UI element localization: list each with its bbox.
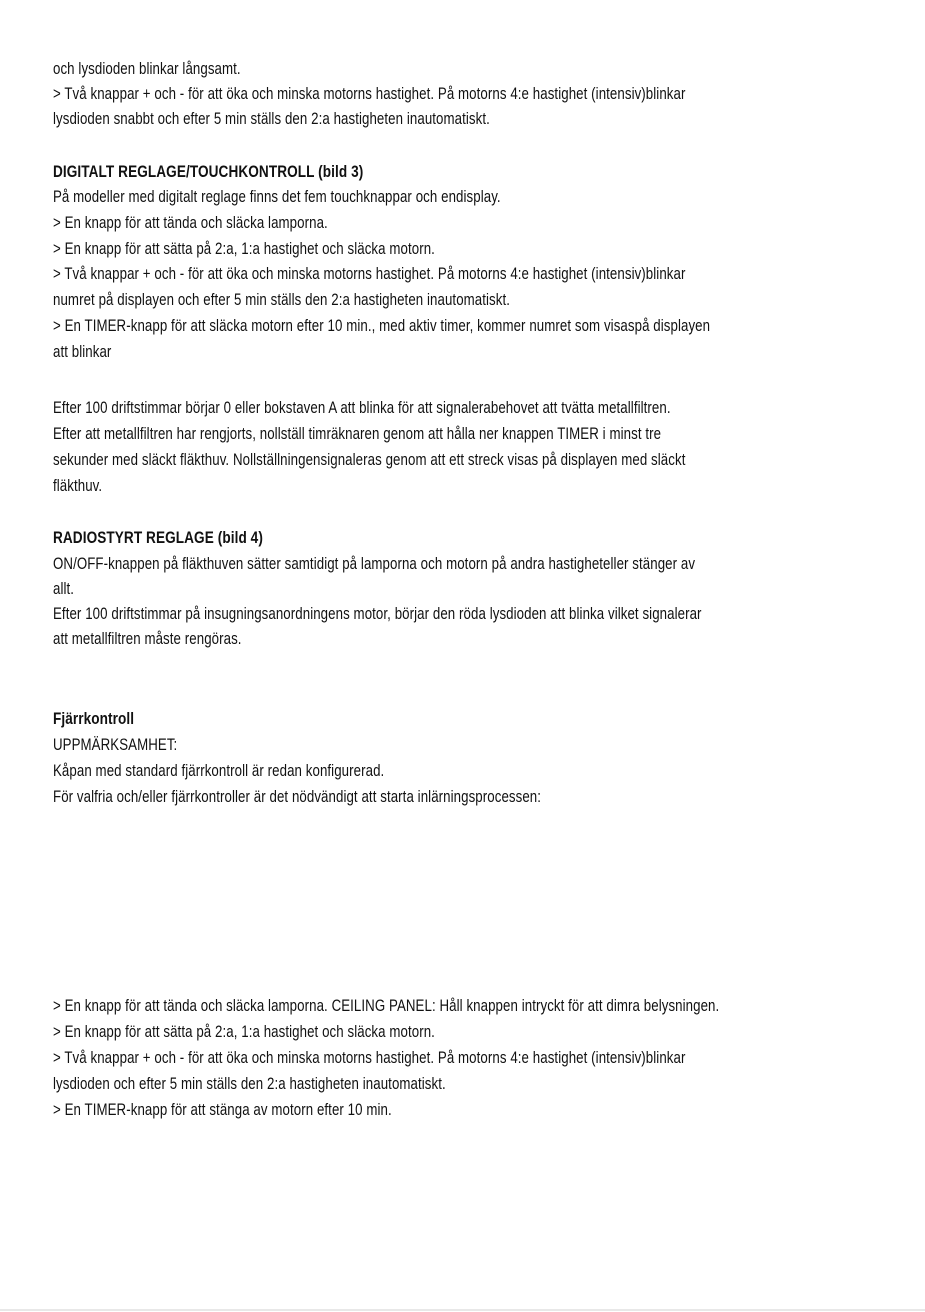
- digital-line-4: > Två knappar + och - för att öka och minska motorns hastighet. På motorns 4:e hastighet (intensiv)blinkar: [53, 264, 686, 283]
- remote-control-heading: Fjärrkontroll: [53, 709, 135, 728]
- radio-line-2: allt.: [53, 579, 75, 598]
- remote-button-line-3: > Två knappar + och - för att öka och minska motorns hastighet. På motorns 4:e hastighet (intensiv)blinkar: [53, 1048, 686, 1067]
- filter-para-line-2: Efter att metallfiltren har rengjorts, nollställ timräknaren genom att hålla ner knappen TIMER i minst tre: [53, 424, 662, 443]
- remote-button-line-4: lysdioden och efter 5 min ställs den 2:a hastigheten inautomatiskt.: [53, 1074, 446, 1093]
- remote-line-3: För valfria och/eller fjärrkontroller är det nödvändigt att starta inlärningsprocessen:: [53, 787, 542, 806]
- digital-line-3: > En knapp för att sätta på 2:a, 1:a hastighet och släcka motorn.: [53, 239, 435, 258]
- remote-button-line-5: > En TIMER-knapp för att stänga av motorn efter 10 min.: [53, 1100, 392, 1119]
- remote-line-2: Kåpan med standard fjärrkontroll är redan konfigurerad.: [53, 761, 385, 780]
- intro-line-2: > Två knappar + och - för att öka och minska motorns hastighet. På motorns 4:e hastighet (intensiv)blinkar: [53, 84, 686, 103]
- digital-line-6: > En TIMER-knapp för att släcka motorn efter 10 min., med aktiv timer, kommer numret som visaspå displayen: [53, 316, 711, 335]
- radio-line-3: Efter 100 driftstimmar på insugningsanordningens motor, börjar den röda lysdioden att blinka vilket signalerar: [53, 604, 702, 623]
- filter-para-line-4: fläkthuv.: [53, 476, 103, 495]
- radio-line-1: ON/OFF-knappen på fläkthuven sätter samtidigt på lamporna och motorn på andra hastigheteller stänger av: [53, 554, 696, 573]
- radio-control-heading: RADIOSTYRT REGLAGE (bild 4): [53, 528, 263, 547]
- filter-para-line-1: Efter 100 driftstimmar börjar 0 eller bokstaven A att blinka för att signalerabehovet att tvätta metallfiltren.: [53, 398, 671, 417]
- radio-line-4: att metallfiltren måste rengöras.: [53, 629, 242, 648]
- digital-control-heading: DIGITALT REGLAGE/TOUCHKONTROLL (bild 3): [53, 162, 364, 181]
- remote-line-1: UPPMÄRKSAMHET:: [53, 735, 178, 754]
- intro-line-3: lysdioden snabbt och efter 5 min ställs den 2:a hastigheten inautomatiskt.: [53, 109, 490, 128]
- remote-button-line-2: > En knapp för att sätta på 2:a, 1:a hastighet och släcka motorn.: [53, 1022, 435, 1041]
- intro-line-1: och lysdioden blinkar långsamt.: [53, 59, 241, 78]
- filter-para-line-3: sekunder med släckt fläkthuv. Nollställningensignaleras genom att ett streck visas på displayen med släckt: [53, 450, 686, 469]
- page-bottom-edge: [0, 1309, 925, 1311]
- digital-line-7: att blinkar: [53, 342, 112, 361]
- digital-line-5: numret på displayen och efter 5 min ställs den 2:a hastigheten inautomatiskt.: [53, 290, 511, 309]
- remote-button-line-1: > En knapp för att tända och släcka lamporna. CEILING PANEL: Håll knappen intryckt för att dimra belysningen.: [53, 996, 720, 1015]
- digital-line-1: På modeller med digitalt reglage finns det fem touchknappar och endisplay.: [53, 187, 501, 206]
- digital-line-2: > En knapp för att tända och släcka lamporna.: [53, 213, 328, 232]
